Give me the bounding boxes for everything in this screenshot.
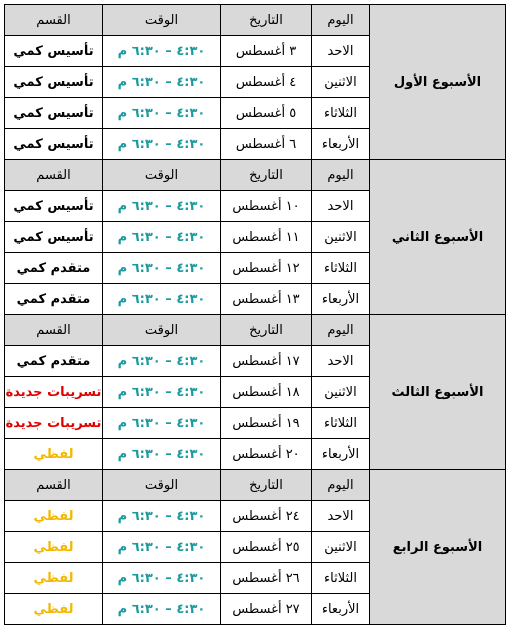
column-header-day: اليوم bbox=[312, 160, 370, 191]
section-cell: لفظي bbox=[5, 563, 103, 594]
day-cell: الاحد bbox=[312, 191, 370, 222]
section-cell: تسريبات جديدة bbox=[5, 408, 103, 439]
day-cell: الاثنين bbox=[312, 222, 370, 253]
day-cell: الاحد bbox=[312, 501, 370, 532]
week-header-row bbox=[5, 470, 506, 501]
day-cell: الأربعاء bbox=[312, 594, 370, 625]
column-header-day: اليوم bbox=[312, 470, 370, 501]
time-cell: ٤:٣٠ – ٦:٣٠ م bbox=[103, 346, 221, 377]
week-header-row bbox=[5, 5, 506, 36]
column-header-date: التاريخ bbox=[221, 160, 312, 191]
week-title: الأسبوع الثالث bbox=[370, 315, 506, 470]
week-title: الأسبوع الأول bbox=[370, 5, 506, 160]
column-header-section: القسم bbox=[5, 315, 103, 346]
day-cell: الاثنين bbox=[312, 532, 370, 563]
day-cell: الأربعاء bbox=[312, 129, 370, 160]
column-header-time: الوقت bbox=[103, 5, 221, 36]
section-cell: لفظي bbox=[5, 594, 103, 625]
day-cell: الاحد bbox=[312, 346, 370, 377]
date-cell: ١٨ أغسطس bbox=[221, 377, 312, 408]
date-cell: ٤ أغسطس bbox=[221, 67, 312, 98]
column-header-date: التاريخ bbox=[221, 5, 312, 36]
time-cell: ٤:٣٠ – ٦:٣٠ م bbox=[103, 408, 221, 439]
column-header-day: اليوم bbox=[312, 5, 370, 36]
date-cell: ١١ أغسطس bbox=[221, 222, 312, 253]
time-cell: ٤:٣٠ – ٦:٣٠ م bbox=[103, 594, 221, 625]
date-cell: ٦ أغسطس bbox=[221, 129, 312, 160]
time-cell: ٤:٣٠ – ٦:٣٠ م bbox=[103, 501, 221, 532]
column-header-time: الوقت bbox=[103, 315, 221, 346]
day-cell: الاثنين bbox=[312, 377, 370, 408]
date-cell: ٣ أغسطس bbox=[221, 36, 312, 67]
section-cell: متقدم كمي bbox=[5, 346, 103, 377]
time-cell: ٤:٣٠ – ٦:٣٠ م bbox=[103, 253, 221, 284]
date-cell: ١٣ أغسطس bbox=[221, 284, 312, 315]
column-header-section: القسم bbox=[5, 160, 103, 191]
date-cell: ١٢ أغسطس bbox=[221, 253, 312, 284]
time-cell: ٤:٣٠ – ٦:٣٠ م bbox=[103, 377, 221, 408]
section-cell: تأسيس كمي bbox=[5, 98, 103, 129]
column-header-date: التاريخ bbox=[221, 315, 312, 346]
day-cell: الأربعاء bbox=[312, 284, 370, 315]
time-cell: ٤:٣٠ – ٦:٣٠ م bbox=[103, 98, 221, 129]
week-header-row bbox=[5, 315, 506, 346]
section-cell: لفظي bbox=[5, 439, 103, 470]
date-cell: ٢٤ أغسطس bbox=[221, 501, 312, 532]
time-cell: ٤:٣٠ – ٦:٣٠ م bbox=[103, 36, 221, 67]
time-cell: ٤:٣٠ – ٦:٣٠ م bbox=[103, 563, 221, 594]
date-cell: ٢٥ أغسطس bbox=[221, 532, 312, 563]
section-cell: متقدم كمي bbox=[5, 284, 103, 315]
time-cell: ٤:٣٠ – ٦:٣٠ م bbox=[103, 284, 221, 315]
week-header-row bbox=[5, 160, 506, 191]
time-cell: ٤:٣٠ – ٦:٣٠ م bbox=[103, 532, 221, 563]
time-cell: ٤:٣٠ – ٦:٣٠ م bbox=[103, 222, 221, 253]
week-title: الأسبوع الثاني bbox=[370, 160, 506, 315]
section-cell: متقدم كمي bbox=[5, 253, 103, 284]
section-cell: تأسيس كمي bbox=[5, 129, 103, 160]
date-cell: ٢٧ أغسطس bbox=[221, 594, 312, 625]
section-cell: لفظي bbox=[5, 532, 103, 563]
day-cell: الثلاثاء bbox=[312, 563, 370, 594]
day-cell: الاثنين bbox=[312, 67, 370, 98]
time-cell: ٤:٣٠ – ٦:٣٠ م bbox=[103, 67, 221, 98]
section-cell: تسريبات جديدة bbox=[5, 377, 103, 408]
schedule-table bbox=[4, 4, 506, 625]
section-cell: تأسيس كمي bbox=[5, 222, 103, 253]
week-title: الأسبوع الرابع bbox=[370, 470, 506, 625]
date-cell: ١٩ أغسطس bbox=[221, 408, 312, 439]
date-cell: ٢٠ أغسطس bbox=[221, 439, 312, 470]
column-header-time: الوقت bbox=[103, 470, 221, 501]
column-header-section: القسم bbox=[5, 5, 103, 36]
day-cell: الثلاثاء bbox=[312, 98, 370, 129]
section-cell: لفظي bbox=[5, 501, 103, 532]
date-cell: ٥ أغسطس bbox=[221, 98, 312, 129]
time-cell: ٤:٣٠ – ٦:٣٠ م bbox=[103, 439, 221, 470]
day-cell: الثلاثاء bbox=[312, 408, 370, 439]
column-header-date: التاريخ bbox=[221, 470, 312, 501]
column-header-day: اليوم bbox=[312, 315, 370, 346]
day-cell: الثلاثاء bbox=[312, 253, 370, 284]
column-header-time: الوقت bbox=[103, 160, 221, 191]
section-cell: تأسيس كمي bbox=[5, 36, 103, 67]
time-cell: ٤:٣٠ – ٦:٣٠ م bbox=[103, 191, 221, 222]
section-cell: تأسيس كمي bbox=[5, 191, 103, 222]
date-cell: ٢٦ أغسطس bbox=[221, 563, 312, 594]
date-cell: ١٠ أغسطس bbox=[221, 191, 312, 222]
date-cell: ١٧ أغسطس bbox=[221, 346, 312, 377]
time-cell: ٤:٣٠ – ٦:٣٠ م bbox=[103, 129, 221, 160]
section-cell: تأسيس كمي bbox=[5, 67, 103, 98]
day-cell: الأربعاء bbox=[312, 439, 370, 470]
column-header-section: القسم bbox=[5, 470, 103, 501]
day-cell: الاحد bbox=[312, 36, 370, 67]
